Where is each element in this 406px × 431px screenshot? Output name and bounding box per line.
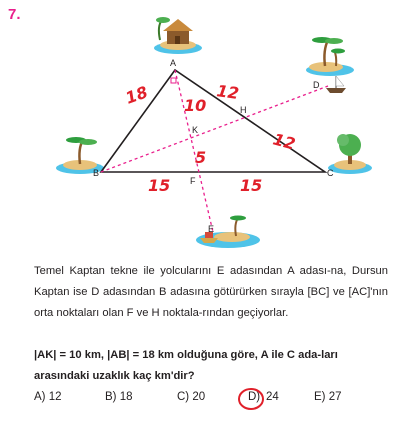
label-point-d: D xyxy=(313,80,320,90)
label-point-k: K xyxy=(192,125,199,135)
island-hut-icon xyxy=(154,17,202,54)
choice-b[interactable]: B) 18 xyxy=(105,391,133,403)
question-given: |AK| = 10 km, |AB| = 18 km olduğuna göre, A ile C ada-ları arasındaki uzaklık kaç km'dir? xyxy=(34,349,338,382)
choice-c[interactable]: C) 20 xyxy=(177,391,206,403)
label-point-b: B xyxy=(93,168,100,178)
choice-e[interactable]: E) 27 xyxy=(314,391,342,403)
handwritten-hc: 12 xyxy=(270,129,298,154)
question-number: 7. xyxy=(8,6,21,23)
label-point-e: E xyxy=(208,224,215,234)
handwritten-fc: 15 xyxy=(240,176,263,195)
choice-d[interactable]: D) xyxy=(248,391,261,403)
island-boat-icon xyxy=(196,216,260,249)
marker-a xyxy=(171,78,176,83)
label-point-c: C xyxy=(327,168,334,178)
island-tree-icon xyxy=(328,134,372,174)
handwritten-ah: 12 xyxy=(215,81,241,104)
question-stem: Temel Kaptan tekne ile yolcularını E adasından A adası-na, Dursun Kaptan ise D adasından B adasına götürürken sırayla [BC] ve [AC]'nın orta noktaları olan F ve H noktala-rından geçiyorlar. xyxy=(34,265,388,319)
choice-d-value[interactable]: 24 xyxy=(266,391,279,403)
handwritten-ab: 18 xyxy=(122,82,151,108)
answer-choices xyxy=(34,391,394,407)
label-point-f: F xyxy=(190,176,196,186)
handwritten-kf: 5 xyxy=(195,148,207,167)
label-point-h: H xyxy=(240,105,247,115)
handwritten-bf: 15 xyxy=(148,176,171,195)
choice-a[interactable]: A) 12 xyxy=(34,391,62,403)
path-e-to-a xyxy=(175,70,213,232)
answer-circle-mark xyxy=(236,385,266,413)
handwritten-ak: 10 xyxy=(184,96,207,115)
label-point-a: A xyxy=(170,58,177,68)
